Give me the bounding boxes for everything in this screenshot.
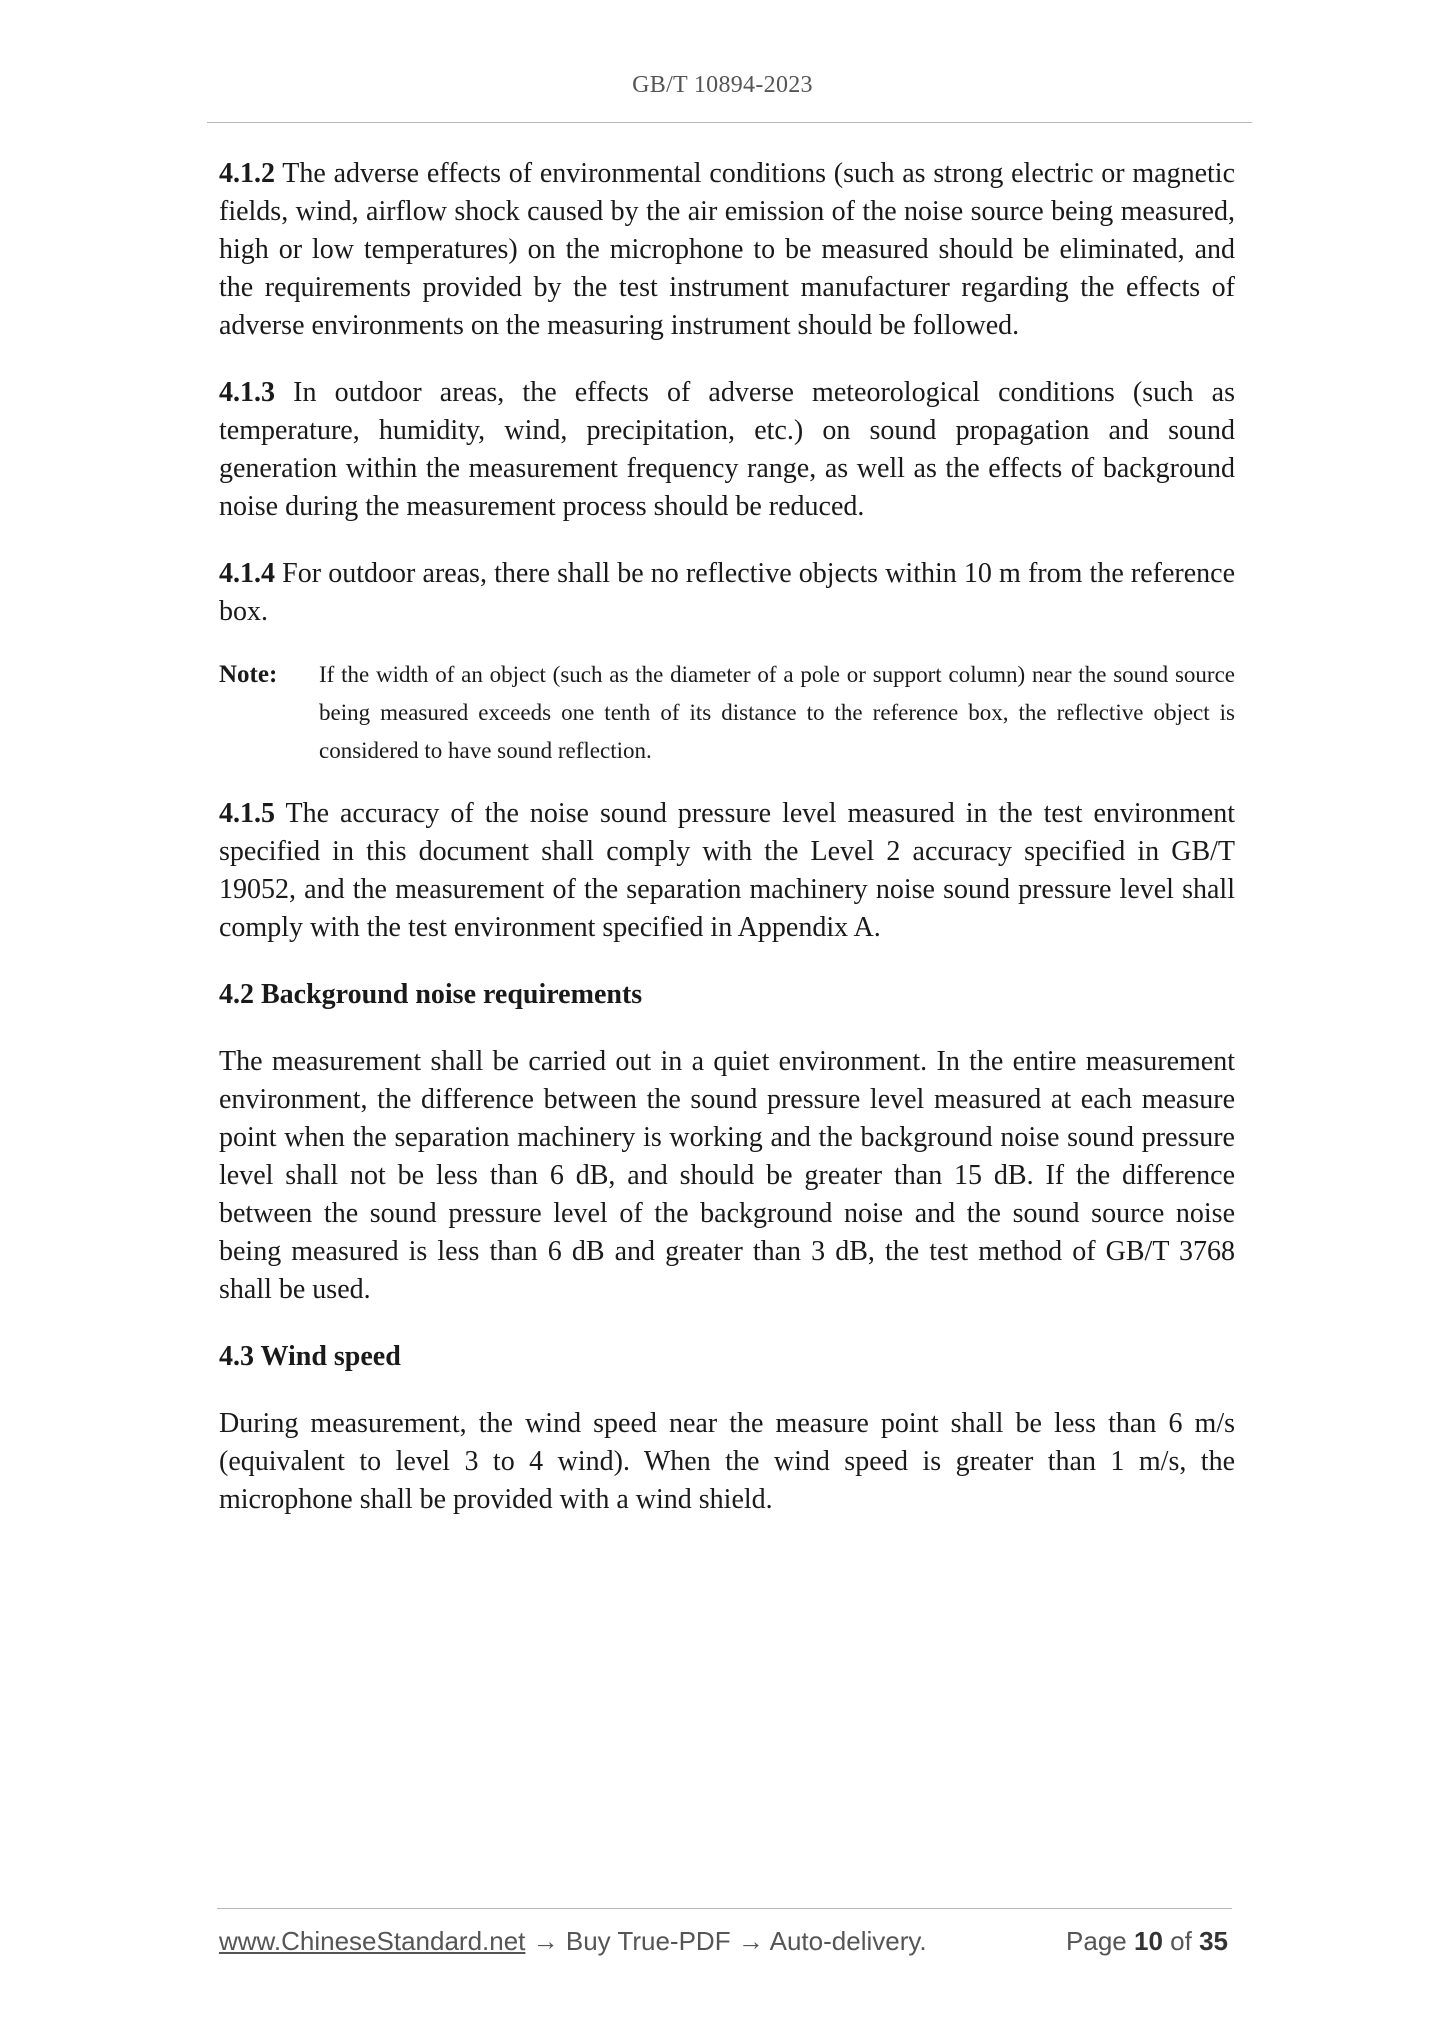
section-text-4-2: The measurement shall be carried out in a quiet environment. In the entire measurement environment, the difference between the sound pressure level measured at each measure point when the separation machinery is working and the background noise sound pressure level shall not be less than 6 dB, and should be greater than 15 dB. If the difference between the sound pressure level of the background noise and the sound source noise being measured is less than 6 dB and greater than 3 dB, the test method of GB/T 3768 shall be used. <box>219 1046 1235 1305</box>
website-link[interactable]: www.ChineseStandard.net <box>219 1926 526 1956</box>
footer-promo <box>219 1926 927 1957</box>
section-heading-4-2: 4.2 Background noise requirements <box>219 979 643 1010</box>
page-label: Page <box>1066 1926 1127 1956</box>
note-block <box>219 656 1235 770</box>
clause-4-1-3 <box>219 374 1235 526</box>
of-label: of <box>1170 1926 1192 1956</box>
clause-number: 4.1.3 <box>219 377 275 408</box>
clause-text: For outdoor areas, there shall be no reflective objects within 10 m from the reference box. <box>219 558 1236 627</box>
header-divider <box>207 122 1252 123</box>
note-label: Note: <box>219 661 278 688</box>
section-heading-4-3: 4.3 Wind speed <box>219 1341 401 1372</box>
clause-number: 4.1.5 <box>219 798 275 829</box>
clause-number: 4.1.2 <box>219 158 275 189</box>
page-total: 35 <box>1199 1926 1228 1956</box>
clause-text: The adverse effects of environmental conditions (such as strong electric or magnetic fields, wind, airflow shock caused by the air emission of the noise source being measured, high or low temperatures) on the microphone to be measured should be eliminated, and the requirements provided by the test instrument manufacturer regarding the effects of adverse environments on the measuring instrument should be followed. <box>219 158 1235 341</box>
delivery-text: Auto-delivery. <box>769 1926 927 1956</box>
section-text-4-3: During measurement, the wind speed near the measure point shall be less than 6 m/s (equivalent to level 3 to 4 wind). When the wind speed is greater than 1 m/s, the microphone shall be provided with a wind shield. <box>219 1408 1235 1515</box>
document-body <box>219 155 1235 1548</box>
page-header <box>0 72 1445 99</box>
standard-id: GB/T 10894-2023 <box>632 72 813 98</box>
clause-4-1-2 <box>219 155 1235 345</box>
clause-text: In outdoor areas, the effects of adverse meteorological conditions (such as temperature, humidity, wind, precipitation, etc.) on sound propagation and sound generation within the measurement frequency range, as well as the effects of background noise during the measurement process should be reduced. <box>219 377 1235 522</box>
buy-text: Buy True-PDF <box>565 1926 731 1956</box>
clause-4-1-4 <box>219 555 1235 631</box>
page-indicator <box>1066 1926 1228 1957</box>
clause-text: The accuracy of the noise sound pressure level measured in the test environment specified in this document shall comply with the Level 2 accuracy specified in GB/T 19052, and the measurement of the separation machinery noise sound pressure level shall comply with the test environment specified in Appendix A. <box>219 798 1235 943</box>
clause-4-1-5 <box>219 795 1235 947</box>
page-current: 10 <box>1134 1926 1163 1956</box>
arrow-right-icon: → <box>532 1926 559 1956</box>
footer-divider <box>217 1908 1232 1909</box>
clause-number: 4.1.4 <box>219 558 275 589</box>
note-text: If the width of an object (such as the diameter of a pole or support column) near the sound source being measured exceeds one tenth of its distance to the reference box, the reflective object is considered to have sound reflection. <box>319 662 1235 763</box>
arrow-right-icon: → <box>737 1926 764 1956</box>
